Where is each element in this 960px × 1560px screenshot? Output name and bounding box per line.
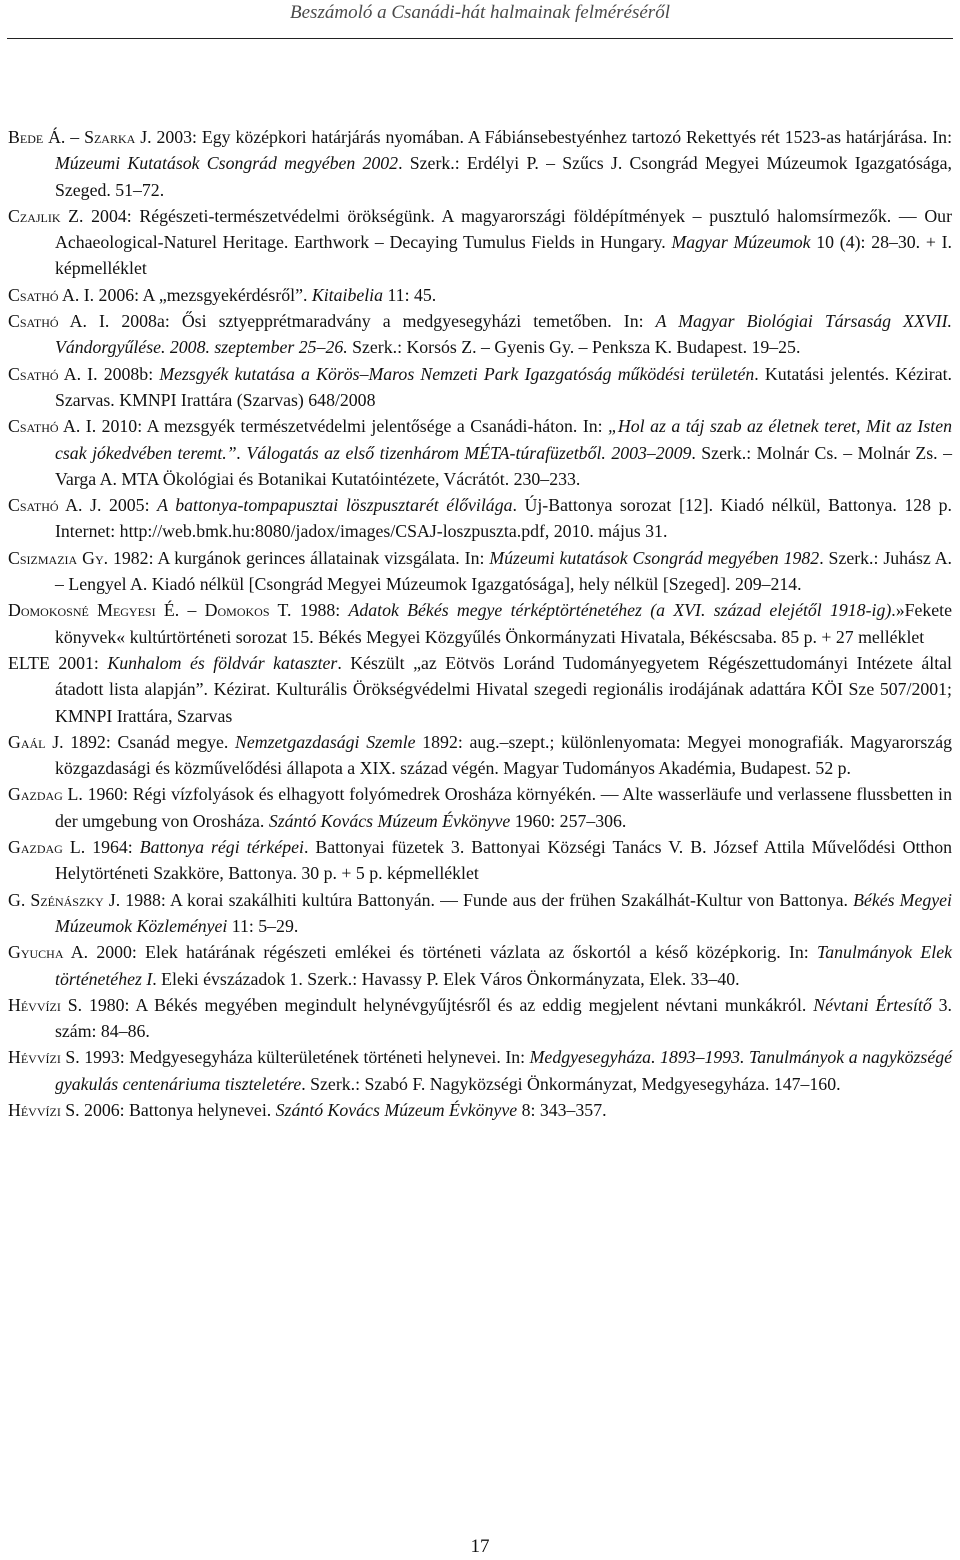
reference-text: 2008a: Ősi sztyepprétmaradvány a medgyesegyházi temetőben. In: [109,311,656,332]
reference-text: . Szerk.: Erdélyi P. – Szűcs J. Csongrád Megyei Múzeumok Igazgatósága, Szeged. 51–72. [55,153,952,200]
reference-author: Czajlik Z. [8,205,84,226]
reference-text: 3. szám: 84–86. [55,994,953,1042]
reference-entry [8,729,952,782]
reference-author: Gyucha A. [8,942,89,963]
reference-title: Névtani Értesítő [813,994,932,1015]
reference-text: . Eleki évszázadok 1. Szerk.: Havassy P. Elek Város Önkormányzata, Elek. 33–40. [152,968,740,989]
reference-author: Gazdag L. [8,784,83,805]
reference-author: Csathó A. I. [8,363,98,384]
reference-text: . Szerk.: Molnár Cs. – Molnár Zs. – Varga A. MTA Ökológiai és Botanikai Kutatóintézete, Vácrátót. 230–233. [55,442,953,489]
reference-title: Nemzetgazdasági Szemle [235,731,416,752]
reference-text: . Battonyai füzetek 3. Battonyai Községi Tanács V. B. József Attila Művelődési Otthon Helytörténeti Szakköre, Battonya. 30 p. + 5 p. képmelléklet [55,837,953,884]
reference-title: Magyar Múzeumok [671,232,811,253]
reference-title: Múzeumi Kutatások Csongrád megyében 2002 [55,153,399,174]
reference-text: 1892: Csanád megye. [63,731,236,752]
reference-author: Gaál J. [8,731,64,752]
reference-title: Szántó Kovács Múzeum Évkönyve [275,1099,518,1120]
reference-entry [8,887,952,940]
reference-text: 1980: A Békés megyében megindult helynévgyűjtésről és az eddig megjelent névtani munkákról. [82,994,814,1015]
reference-title: Kitaibelia [311,284,383,305]
reference-text: 1993: Medgyesegyháza külterületének történeti helynevei. In: [79,1047,530,1068]
reference-text: 2003: Egy középkori határjárás nyomában. A Fábiánsebestyénhez tartozó Rekettyés rét 1523-as határjárása. In: [151,127,953,147]
reference-author: Hévvízi S. [8,1099,80,1120]
reference-entry [8,1044,952,1097]
reference-text: .»Fekete könyvek« kultúrtörténeti sorozat 15. Békés Megyei Közgyűlés Önkormányzati Hivatala, Békéscsaba. 85 p. + 27 melléklet [55,600,952,647]
reference-entry [8,124,952,203]
reference-author: Hévvízi S. [8,994,83,1015]
reference-entry [8,939,952,992]
reference-text: 11: 5–29. [227,915,299,936]
reference-author: G. Szénászky J. [8,889,121,910]
reference-entry [8,650,952,729]
reference-text: 2000: Elek határának régészeti emlékei és történeti vázlata az őskortól a késő középkorig. In: [88,942,817,963]
reference-title: Kunhalom és földvár kataszter [107,652,338,673]
reference-text: 2004: Régészeti-természetvédelmi örökségünk. A magyarországi földépítmények – pusztuló halomsírmezők. — Our Achaeological-Naturel Heritage. Earthwork – Decaying Tumulus Fields in Hungary. [55,205,952,253]
reference-text: . Készült „az Eötvös Loránd Tudományegyetem Régészettudományi Intézete által átadott lista alapján”. Kézirat. Kulturális Örökségvédelmi Hivatal szegedi regionális irodájának adattára KÖI Sze 507/2001; KMNPI Irattára, Szarvas [55,652,952,726]
reference-text: Szerk.: Korsós Z. – Gyenis Gy. – Penksza K. Budapest. 19–25. [347,337,801,358]
reference-author: Csizmazia Gy. [8,547,109,568]
reference-text: 2005: [101,495,158,516]
reference-text: 10 (4): 28–30. + I. képmelléklet [55,232,952,279]
reference-text: 11: 45. [383,284,437,305]
reference-text: 1988: A korai szakálhiti kultúra Battonyán. — Funde aus der frühen Szakálhát-Kultur von Battonya. [120,889,854,910]
reference-text: 1892: aug.–szept.; különlenyomata: Megyei monografiák. Magyarország közgazdasági és közművelődési állapota a XIX. század végén. Magyar Tudományos Akadémia, Budapest. 52 p. [55,731,952,779]
reference-text: . Szerk.: Szabó F. Nagyközségi Önkormányzat, Medgyesegyháza. 147–160. [301,1073,841,1094]
reference-title: Múzeumi kutatások Csongrád megyében 1982 [489,547,820,568]
reference-text: 1960: Régi vízfolyások és elhagyott folyómedrek Orosháza környékén. — Alte wasserläufe und verlassene flussbetten in der umgebung von Orosháza. [55,784,952,831]
reference-text: 2006: Battonya helynevei. [79,1099,276,1120]
reference-entry [8,492,952,545]
reference-text: . Szerk.: Juhász A. – Lengyel A. Kiadó nélkül [Csongrád Megyei Múzeumok Igazgatósága], hely nélkül [Szeged]. 209–214. [55,547,952,595]
reference-entry [8,545,952,598]
reference-list [8,124,952,1123]
reference-title: Medgyesegyháza. 1893–1993. Tanulmányok a nagyközségé gyakulás centenáriuma tiszteletére [55,1047,953,1094]
reference-entry [8,282,952,308]
reference-title: A battonya-tompapusztai löszpusztarét élővilága [157,495,513,516]
reference-text: 2006: A „mezsgyekérdésről”. [94,284,312,305]
reference-author: Bede Á. – Szarka J. [8,127,152,147]
reference-author: Gazdag L. [8,837,86,858]
reference-text: 1982: A kurgánok gerinces állatainak vizsgálata. In: [108,547,490,568]
reference-title: Adatok Békés megye térképtörténetéhez (a XVI. század elejétől 1918-ig) [348,600,892,621]
reference-entry [8,1097,952,1123]
reference-text: 8: 343–357. [517,1099,607,1120]
reference-text: 1960: 257–306. [510,810,627,831]
reference-author: Csathó A. I. [8,416,97,437]
reference-entry [8,308,952,361]
page-number: 17 [470,1536,490,1557]
reference-entry [8,597,952,650]
reference-author: Csathó A. I. [8,311,110,332]
reference-text: . Kutatási jelentés. Kézirat. Szarvas. KMNPI Irattára (Szarvas) 648/2008 [55,363,952,410]
reference-title: Szántó Kovács Múzeum Évkönyve [268,810,511,831]
reference-title: A Magyar Biológiai Társaság XXVII. Vándorgyűlése. 2008. szeptember 25–26. [55,311,952,358]
reference-text: . Új-Battonya sorozat [12]. Kiadó nélkül, Battonya. 128 p. Internet: http://web.bmk.hu:8080/jadox/images/CSAJ-loszpuszta.pdf, 2010. május 31. [55,495,952,542]
reference-entry [8,413,952,492]
reference-entry [8,203,952,282]
reference-title: Battonya régi térképei [139,837,304,858]
reference-author: Csathó A. I. [8,284,95,305]
reference-author: Csathó A. J. [8,495,102,516]
reference-text: 1988: [291,600,349,621]
reference-title: Mezsgyék kutatása a Körös–Maros Nemzeti Park Igazgatóság működési területén [159,363,755,384]
reference-author: Domokosné Megyesi É. – Domokos T. [8,600,292,621]
reference-author: Hévvízi S. [8,1047,80,1068]
reference-text: 2010: A mezsgyék természetvédelmi jelentősége a Csanádi-háton. In: [96,416,609,437]
header-divider [7,38,953,39]
reference-text: 2008b: [97,363,160,384]
reference-entry [8,834,952,887]
reference-text: ELTE 2001: [8,652,108,673]
reference-text: 1964: [85,837,140,858]
reference-title: „Hol az a táj szab az életnek teret, Mit az Isten csak jókedvében teremt.”. Válogatás az első tizenhárom MÉTA-túrafüzetből. 2003–2009 [55,416,952,463]
reference-entry [8,992,952,1045]
reference-entry [8,781,952,834]
reference-title: Tanulmányok Elek történetéhez I [55,942,953,989]
reference-entry [8,361,952,414]
reference-title: Békés Megyei Múzeumok Közleményei [55,889,952,936]
running-header: Beszámoló a Csanádi-hát halmainak felméréséről [290,2,670,23]
